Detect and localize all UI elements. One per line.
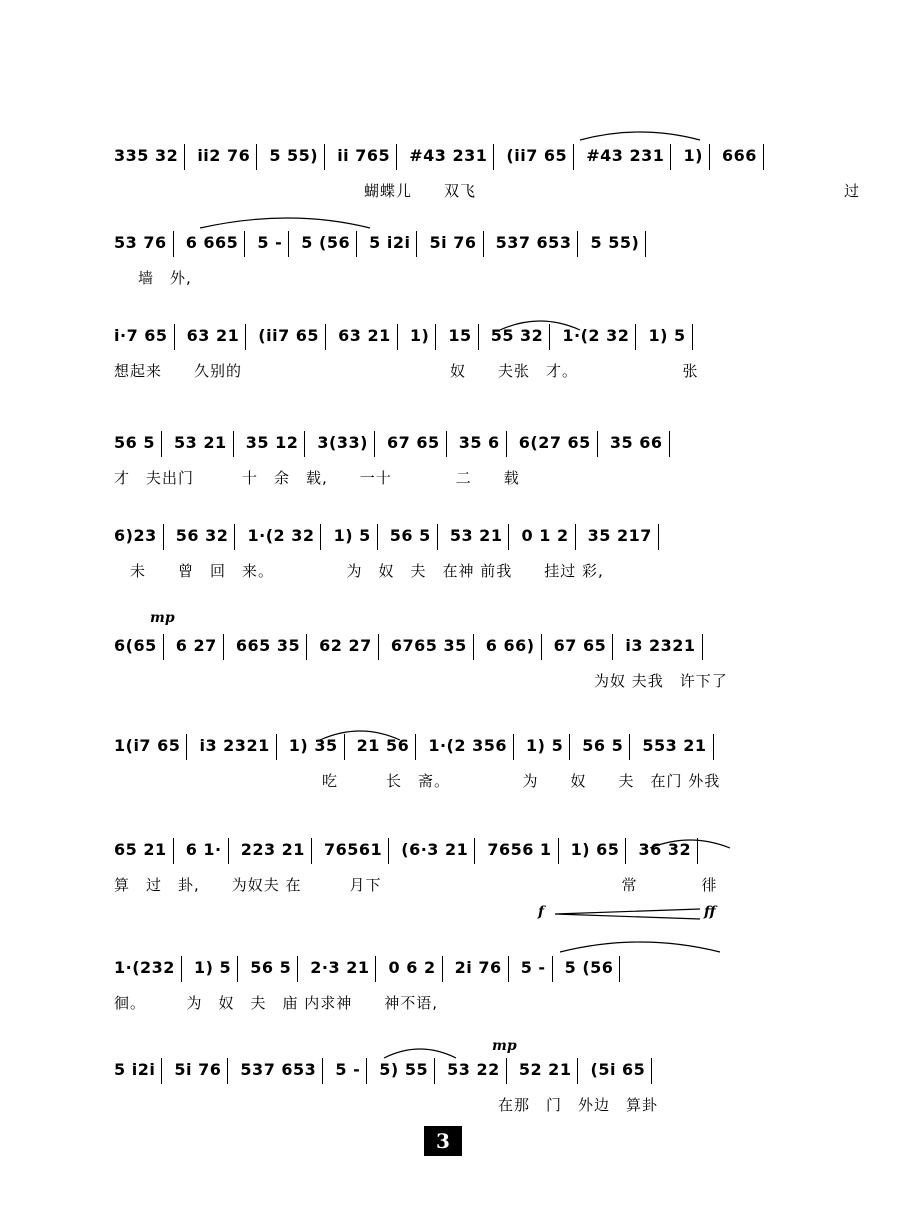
dynamic-marking: ff: [704, 904, 716, 920]
measure: 5) 55: [379, 1060, 429, 1079]
slur-mark: [650, 840, 730, 848]
measure: 65 21: [114, 840, 167, 859]
measure: 35 12: [245, 433, 299, 452]
measure: 6(65: [114, 636, 157, 655]
measure: 55 32: [490, 326, 544, 345]
measure: #43 231: [409, 146, 488, 165]
measure: 6 66): [485, 636, 535, 655]
measure: 53 21: [174, 433, 227, 452]
measure: 5 55): [269, 146, 319, 165]
measure: 53 21: [449, 526, 503, 545]
lyrics-line: 算 过 卦, 为奴夫 在 月下 常 徘: [114, 876, 718, 894]
lyrics-line: 为奴 夫我 许下了: [114, 672, 728, 690]
measure: 1(i7 65: [114, 736, 181, 755]
measure: 537 653: [495, 233, 572, 252]
measure: ii2 76: [197, 146, 251, 165]
measure: 1·(2 32: [562, 326, 630, 345]
measure: 1) 5: [194, 958, 232, 977]
measure: i·7 65: [114, 326, 168, 345]
crescendo-hairpin: [555, 909, 700, 919]
measure: 553 21: [642, 736, 707, 755]
measure: 53 22: [447, 1060, 500, 1079]
measure: 0 6 2: [388, 958, 436, 977]
measure: 53 76: [114, 233, 167, 252]
measure: (ii7 65: [258, 326, 320, 345]
lyrics-line: 才 夫出门 十 余 载, 一十 二 载: [114, 469, 520, 487]
measure: 1): [683, 146, 703, 165]
measure: 67 65: [387, 433, 440, 452]
lyrics-line: 未 曾 回 来。 为 奴 夫 在神 前我 挂过 彩,: [114, 562, 604, 580]
measure: 665 35: [235, 636, 301, 655]
measure: 6(27 65: [518, 433, 591, 452]
measure: 56 5: [582, 736, 624, 755]
measure: 1): [288, 736, 309, 755]
measure: 5 i2i: [369, 233, 411, 252]
lyrics-line: 想起来 久别的 奴 夫张 才。 张: [114, 362, 699, 380]
measure: 35: [314, 736, 338, 755]
measure: 63 21: [338, 326, 391, 345]
page-number: 3: [424, 1126, 462, 1156]
measure: 5i 76: [429, 233, 477, 252]
measure: 15: [448, 326, 472, 345]
measure: 21 56: [356, 736, 410, 755]
measure: i3 2321: [199, 736, 270, 755]
measure: 0 1 2: [521, 526, 569, 545]
dynamic-marking: f: [538, 904, 545, 920]
lyrics-line: 蝴蝶儿 双飞 过: [364, 182, 861, 200]
slur-mark: [200, 218, 370, 228]
measure: 1) 5: [648, 326, 686, 345]
measure: 1): [409, 326, 430, 345]
lyrics-line: 吃 长 斋。 为 奴 夫 在门 外我: [114, 772, 721, 790]
measure: 63 21: [186, 326, 240, 345]
measure: 35 6: [458, 433, 500, 452]
measure: 6765 35: [390, 636, 467, 655]
measure: 35 217: [587, 526, 652, 545]
measure: 1) 5: [526, 736, 564, 755]
lyrics-line: 徊。 为 奴 夫 庙 内求神 神不语,: [114, 994, 439, 1012]
measure: 537 653: [240, 1060, 317, 1079]
measure: 5 (56: [564, 958, 614, 977]
measure: 5 55): [590, 233, 640, 252]
measure: (5i 65: [590, 1060, 646, 1079]
measure: 76561: [324, 840, 383, 859]
measure: 6 665: [185, 233, 239, 252]
measure: 36 32: [638, 840, 692, 859]
lyrics-line: 在那 门 外边 算卦: [114, 1096, 659, 1114]
slur-mark: [500, 321, 580, 330]
measure: 223 21: [240, 840, 305, 859]
measure: 56 5: [389, 526, 431, 545]
measure: 56 5: [114, 433, 155, 452]
measure: 2i 76: [454, 958, 502, 977]
measure: 5 -: [257, 233, 283, 252]
measure: 6 27: [175, 636, 217, 655]
measure: (ii7 65: [506, 146, 568, 165]
measure: 56 32: [175, 526, 229, 545]
slur-mark: [560, 942, 720, 952]
measure: 1): [570, 840, 591, 859]
measure: 6)23: [114, 526, 157, 545]
slur-mark: [320, 731, 400, 740]
measure: 62 27: [319, 636, 372, 655]
measure: #43 231: [586, 146, 665, 165]
dynamic-marking: mp: [492, 1038, 517, 1054]
measure: 5 -: [335, 1060, 361, 1079]
measure: 7656 1: [487, 840, 552, 859]
measure: 3(33): [317, 433, 368, 452]
measure: 65: [596, 840, 620, 859]
slur-mark: [384, 1049, 456, 1058]
lyrics-line: 墙 外,: [138, 269, 192, 287]
measure: 5 -: [520, 958, 546, 977]
measure: (6·3 21: [401, 840, 469, 859]
measure: 5 i2i: [114, 1060, 156, 1079]
measure: 666: [722, 146, 757, 165]
measure: 1) 5: [333, 526, 371, 545]
measure: i3 2321: [625, 636, 696, 655]
measure: 52 21: [518, 1060, 572, 1079]
measure: 335 32: [114, 146, 179, 165]
dynamic-marking: mp: [150, 610, 175, 626]
measure: 1·(2 32: [247, 526, 315, 545]
measure: 56 5: [250, 958, 292, 977]
measure: 1·(2 356: [428, 736, 507, 755]
measure: 5i 76: [174, 1060, 222, 1079]
slur-mark: [580, 132, 700, 140]
measure: ii 765: [337, 146, 391, 165]
measure: 35 66: [609, 433, 663, 452]
measure: 6 1·: [185, 840, 222, 859]
measure: 67 65: [553, 636, 607, 655]
measure: 1·(232: [114, 958, 175, 977]
measure: 2·3 21: [310, 958, 370, 977]
measure: 5 (56: [301, 233, 351, 252]
